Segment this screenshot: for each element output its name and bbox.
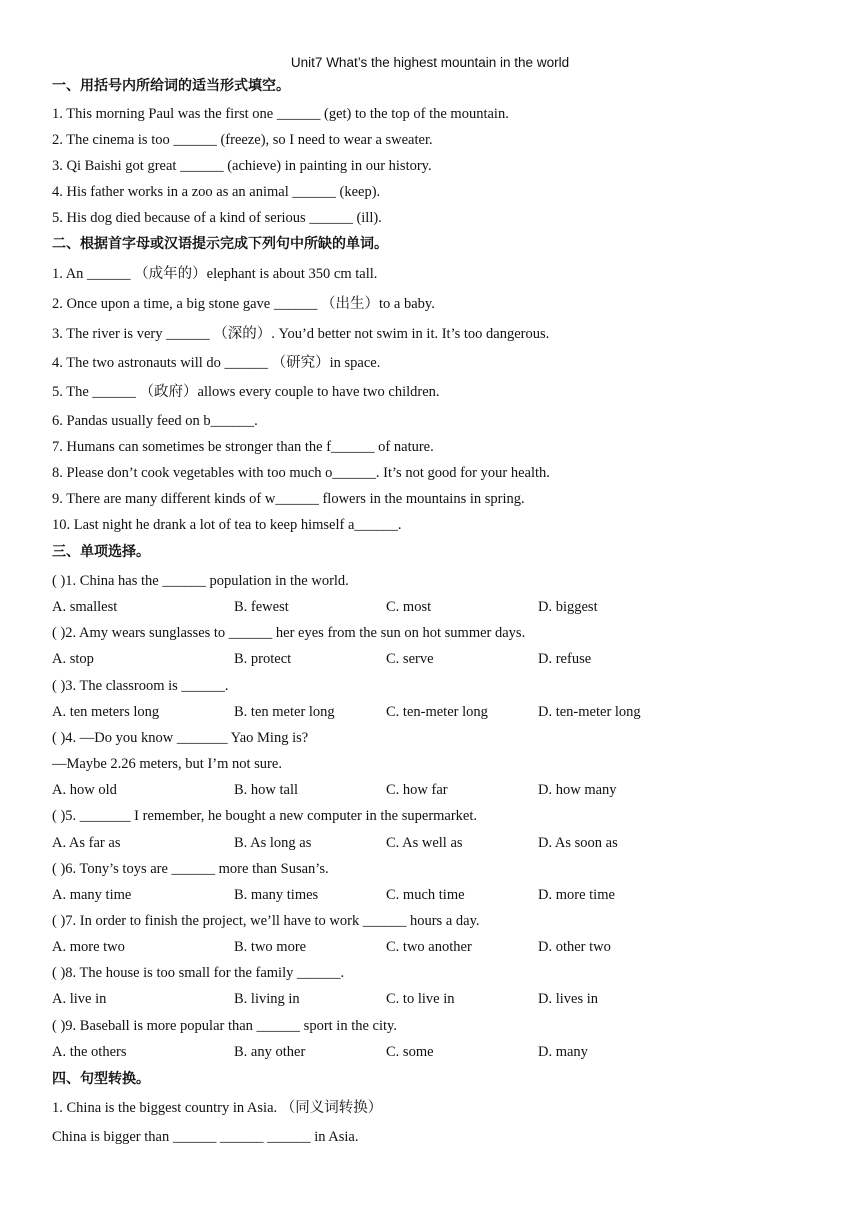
mc-q6-option-c: C. much time — [386, 887, 465, 903]
mc-q9-option-a: A. the others — [52, 1044, 127, 1060]
mc-q9-option-d: D. many — [538, 1044, 588, 1060]
s2-item-7: 7. Humans can sometimes be stronger than the f______ of nature. — [52, 439, 434, 455]
mc-q1-option-c: C. most — [386, 599, 432, 615]
s2-item-10: 10. Last night he drank a lot of tea to keep himself a______. — [52, 517, 402, 533]
s2-item-6: 6. Pandas usually feed on b______. — [52, 413, 258, 429]
mc-q7-stem: ( )7. In order to finish the project, we’ll have to work ______ hours a day. — [52, 913, 480, 929]
mc-q5-option-a: A. As far as — [52, 835, 121, 851]
worksheet-title: Unit7 What’s the highest mountain in the world — [290, 55, 570, 70]
mc-q8-option-a: A. live in — [52, 991, 107, 1007]
mc-q7-option-b: B. two more — [234, 939, 307, 955]
mc-q9-option-c: C. some — [386, 1044, 434, 1060]
mc-q1-option-b: B. fewest — [234, 599, 289, 615]
mc-q8-option-d: D. lives in — [538, 991, 599, 1007]
mc-q4-option-d: D. how many — [538, 782, 617, 798]
s2-item-8: 8. Please don’t cook vegetables with too much o______. It’s not good for your health. — [52, 465, 550, 481]
mc-q6-option-a: A. many time — [52, 887, 132, 903]
mc-q3-option-a: A. ten meters long — [52, 704, 160, 720]
mc-q4-stem: ( )4. —Do you know _______ Yao Ming is? — [52, 730, 309, 746]
mc-q5-option-b: B. As long as — [234, 835, 312, 851]
mc-q4-option-b: B. how tall — [234, 782, 299, 798]
mc-q7-option-d: D. other two — [538, 939, 611, 955]
s4-item-1-answer-line: China is bigger than ______ ______ ______ in Asia. — [52, 1129, 359, 1145]
mc-q5-option-c: C. As well as — [386, 835, 463, 851]
s2-item-4: 4. The two astronauts will do ______ （研究）in space. — [52, 355, 381, 371]
mc-q2-stem: ( )2. Amy wears sunglasses to ______ her eyes from the sun on hot summer days. — [52, 625, 526, 641]
s2-item-3: 3. The river is very ______ （深的）. You’d better not swim in it. It’s too dangerous. — [52, 326, 550, 342]
mc-q5-option-d: D. As soon as — [538, 835, 618, 851]
mc-q1-stem: ( )1. China has the ______ population in the world. — [52, 573, 349, 589]
mc-q6-option-b: B. many times — [234, 887, 319, 903]
mc-q1-option-d: D. biggest — [538, 599, 598, 615]
mc-q7-option-c: C. two another — [386, 939, 472, 955]
s4-item-1: 1. China is the biggest country in Asia. （同义词转换） — [52, 1100, 383, 1116]
mc-q3-option-b: B. ten meter long — [234, 704, 335, 720]
mc-q2-option-a: A. stop — [52, 651, 94, 667]
mc-q8-option-c: C. to live in — [386, 991, 455, 1007]
mc-q2-option-d: D. refuse — [538, 651, 592, 667]
s1-item-3: 3. Qi Baishi got great ______ (achieve) in painting in our history. — [52, 158, 432, 174]
s2-item-1: 1. An ______ （成年的）elephant is about 350 cm tall. — [52, 266, 378, 282]
mc-q9-option-b: B. any other — [234, 1044, 306, 1060]
mc-q1-option-a: A. smallest — [52, 599, 118, 615]
section-heading-4: 四、句型转换。 — [52, 1071, 150, 1087]
s1-item-5: 5. His dog died because of a kind of serious ______ (ill). — [52, 210, 382, 226]
s1-item-4: 4. His father works in a zoo as an animal ______ (keep). — [52, 184, 381, 200]
mc-q5-stem: ( )5. _______ I remember, he bought a new computer in the supermarket. — [52, 808, 478, 824]
s1-item-2: 2. The cinema is too ______ (freeze), so I need to wear a sweater. — [52, 132, 433, 148]
section-heading-3: 三、单项选择。 — [52, 544, 150, 560]
mc-q7-option-a: A. more two — [52, 939, 125, 955]
mc-q9-stem: ( )9. Baseball is more popular than ______ sport in the city. — [52, 1018, 397, 1034]
section-heading-2: 二、根据首字母或汉语提示完成下列句中所缺的单词。 — [52, 236, 388, 252]
s1-item-1: 1. This morning Paul was the first one ______ (get) to the top of the mountain. — [52, 106, 509, 122]
mc-q8-option-b: B. living in — [234, 991, 300, 1007]
section-heading-1: 一、用括号内所给词的适当形式填空。 — [52, 78, 290, 94]
s2-item-2: 2. Once upon a time, a big stone gave ______ （出生）to a baby. — [52, 296, 435, 312]
mc-q6-stem: ( )6. Tony’s toys are ______ more than Susan’s. — [52, 861, 329, 877]
mc-q3-option-d: D. ten-meter long — [538, 704, 641, 720]
mc-q2-option-b: B. protect — [234, 651, 292, 667]
mc-q8-stem: ( )8. The house is too small for the family ______. — [52, 965, 345, 981]
s2-item-9: 9. There are many different kinds of w______ flowers in the mountains in spring. — [52, 491, 525, 507]
mc-q3-option-c: C. ten-meter long — [386, 704, 488, 720]
mc-q4-option-c: C. how far — [386, 782, 448, 798]
s2-item-5: 5. The ______ （政府）allows every couple to have two children. — [52, 384, 440, 400]
mc-q3-stem: ( )3. The classroom is ______. — [52, 678, 229, 694]
mc-q4-option-a: A. how old — [52, 782, 117, 798]
mc-q6-option-d: D. more time — [538, 887, 615, 903]
mc-q4-response: —Maybe 2.26 meters, but I’m not sure. — [52, 756, 282, 772]
mc-q2-option-c: C. serve — [386, 651, 434, 667]
